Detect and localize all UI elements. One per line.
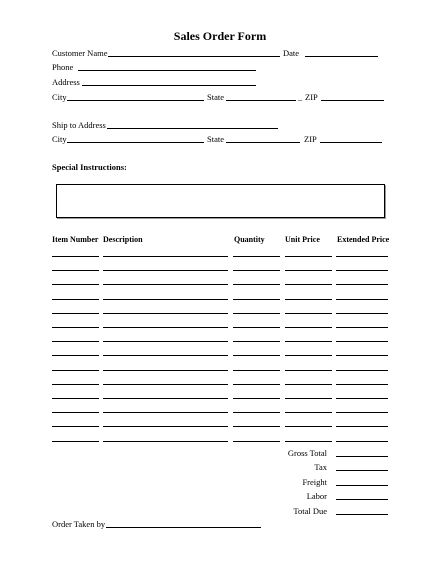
column-header-item-number: Item Number (52, 235, 99, 244)
ship-to-address-field[interactable] (107, 128, 278, 129)
quantity-cell[interactable] (233, 426, 280, 427)
quantity-cell[interactable] (233, 284, 280, 285)
item-number-cell[interactable] (52, 441, 99, 442)
item-number-cell[interactable] (52, 370, 99, 371)
description-cell[interactable] (103, 270, 228, 271)
customer-name-field[interactable] (108, 56, 280, 57)
unit-price-cell[interactable] (285, 384, 332, 385)
quantity-cell[interactable] (233, 327, 280, 328)
quantity-cell[interactable] (233, 384, 280, 385)
gross-total-field[interactable] (336, 456, 388, 457)
unit-price-cell[interactable] (285, 284, 332, 285)
order-taken-by-field[interactable] (106, 527, 261, 528)
item-number-cell[interactable] (52, 256, 99, 257)
city-field[interactable] (67, 100, 204, 101)
item-number-cell[interactable] (52, 270, 99, 271)
phone-field[interactable] (78, 70, 256, 71)
special-instructions-label: Special Instructions: (52, 162, 127, 172)
column-header-description: Description (103, 235, 143, 244)
quantity-cell[interactable] (233, 299, 280, 300)
order-taken-by-label: Order Taken by (52, 519, 106, 529)
quantity-cell[interactable] (233, 256, 280, 257)
unit-price-cell[interactable] (285, 412, 332, 413)
ship-state-label: State (207, 134, 224, 144)
unit-price-cell[interactable] (285, 398, 332, 399)
quantity-cell[interactable] (233, 341, 280, 342)
address-label: Address (52, 77, 80, 87)
description-cell[interactable] (103, 441, 228, 442)
zip-field[interactable] (321, 100, 384, 101)
extended-price-cell[interactable] (336, 441, 388, 442)
extended-price-cell[interactable] (336, 313, 388, 314)
extended-price-cell[interactable] (336, 327, 388, 328)
extended-price-cell[interactable] (336, 412, 388, 413)
ship-zip-field[interactable] (320, 142, 382, 143)
quantity-cell[interactable] (233, 398, 280, 399)
item-number-cell[interactable] (52, 355, 99, 356)
quantity-cell[interactable] (233, 270, 280, 271)
description-cell[interactable] (103, 327, 228, 328)
extended-price-cell[interactable] (336, 256, 388, 257)
extended-price-cell[interactable] (336, 384, 388, 385)
tax-field[interactable] (336, 470, 388, 471)
item-number-cell[interactable] (52, 412, 99, 413)
description-cell[interactable] (103, 412, 228, 413)
description-cell[interactable] (103, 384, 228, 385)
total-due-label: Total Due (293, 506, 327, 516)
state-field[interactable] (226, 100, 296, 101)
extended-price-cell[interactable] (336, 355, 388, 356)
item-number-cell[interactable] (52, 327, 99, 328)
extended-price-cell[interactable] (336, 270, 388, 271)
item-number-cell[interactable] (52, 341, 99, 342)
extended-price-cell[interactable] (336, 370, 388, 371)
gross-total-label: Gross Total (287, 448, 327, 458)
ship-city-label: City (52, 134, 67, 144)
unit-price-cell[interactable] (285, 370, 332, 371)
description-cell[interactable] (103, 341, 228, 342)
unit-price-cell[interactable] (285, 341, 332, 342)
column-header-extended-price: Extended Price (337, 235, 390, 244)
column-header-unit-price: Unit Price (285, 235, 320, 244)
quantity-cell[interactable] (233, 313, 280, 314)
quantity-cell[interactable] (233, 412, 280, 413)
labor-label: Labor (306, 491, 327, 501)
item-number-cell[interactable] (52, 426, 99, 427)
description-cell[interactable] (103, 299, 228, 300)
unit-price-cell[interactable] (285, 355, 332, 356)
description-cell[interactable] (103, 313, 228, 314)
city-label: City (52, 92, 67, 102)
unit-price-cell[interactable] (285, 270, 332, 271)
extended-price-cell[interactable] (336, 284, 388, 285)
unit-price-cell[interactable] (285, 426, 332, 427)
ship-to-address-label: Ship to Address (52, 120, 106, 130)
phone-label: Phone (52, 62, 74, 72)
ship-city-field[interactable] (67, 142, 204, 143)
state-label: State (207, 92, 224, 102)
date-field[interactable] (305, 56, 378, 57)
unit-price-cell[interactable] (285, 299, 332, 300)
zip-label: ZIP (305, 92, 318, 102)
extended-price-cell[interactable] (336, 426, 388, 427)
description-cell[interactable] (103, 426, 228, 427)
unit-price-cell[interactable] (285, 256, 332, 257)
unit-price-cell[interactable] (285, 327, 332, 328)
extended-price-cell[interactable] (336, 299, 388, 300)
item-number-cell[interactable] (52, 313, 99, 314)
quantity-cell[interactable] (233, 370, 280, 371)
item-number-cell[interactable] (52, 299, 99, 300)
extended-price-cell[interactable] (336, 341, 388, 342)
item-number-cell[interactable] (52, 398, 99, 399)
column-header-quantity: Quantity (234, 235, 265, 244)
form-title: Sales Order Form (173, 29, 267, 43)
extended-price-cell[interactable] (336, 398, 388, 399)
special-instructions-box[interactable] (56, 184, 385, 218)
total-due-field[interactable] (336, 514, 388, 515)
quantity-cell[interactable] (233, 355, 280, 356)
description-cell[interactable] (103, 355, 228, 356)
tax-label: Tax (314, 462, 327, 472)
ship-zip-label: ZIP (304, 134, 317, 144)
item-number-cell[interactable] (52, 384, 99, 385)
description-cell[interactable] (103, 398, 228, 399)
labor-field[interactable] (336, 499, 388, 500)
item-number-cell[interactable] (52, 284, 99, 285)
description-cell[interactable] (103, 256, 228, 257)
quantity-cell[interactable] (233, 441, 280, 442)
customer-name-label: Customer Name (52, 48, 108, 58)
ship-state-field[interactable] (226, 142, 300, 143)
unit-price-cell[interactable] (285, 313, 332, 314)
description-cell[interactable] (103, 284, 228, 285)
freight-label: Freight (302, 477, 327, 487)
date-label: Date (283, 48, 300, 58)
freight-field[interactable] (336, 485, 388, 486)
state-zip-separator: _ (298, 92, 303, 102)
unit-price-cell[interactable] (285, 441, 332, 442)
address-field[interactable] (82, 85, 256, 86)
description-cell[interactable] (103, 370, 228, 371)
